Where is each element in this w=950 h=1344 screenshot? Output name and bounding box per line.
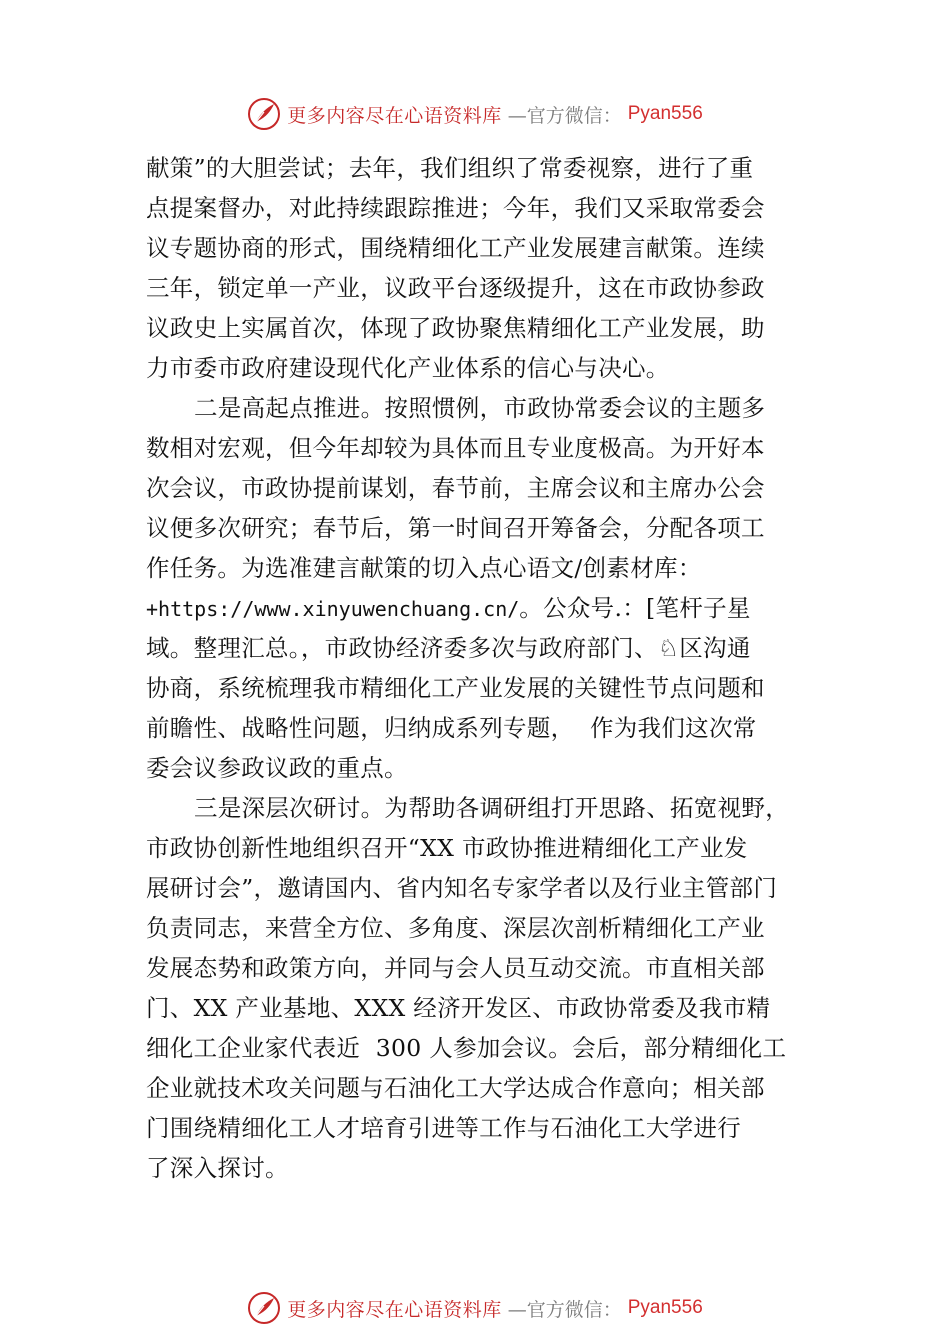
header-banner: [0, 94, 950, 134]
text-line: 市政协创新性地组织召开“XX 市政协推进精细化工产业发: [146, 834, 748, 862]
banner-wechat-id: Pyan556: [627, 1297, 703, 1318]
text-line: 前瞻性、战略性问题，归纳成系列专题， 作为我们这次常: [146, 714, 757, 742]
text-line: 力市委市政府建设现代化产业体系的信心与决心。: [146, 354, 670, 382]
text-line: 次会议，市政协提前谋划，春节前，主席会议和主席办公会: [146, 474, 765, 502]
text-line: 发展态势和政策方向，并同与会人员互动交流。市直相关部: [146, 954, 765, 982]
footer-banner: [0, 1288, 950, 1328]
text-line: 负责同志，来营全方位、多角度、深层次剖析精细化工产业: [146, 914, 765, 942]
url-trailing-text: 。公众号.：[笔杆子星: [519, 594, 751, 622]
text-line: 数相对宏观，但今年却较为具体而且专业度极高。为开好本: [146, 434, 765, 462]
text-line: 议专题协商的形式，围绕精细化工产业发展建言献策。连续: [146, 234, 765, 262]
text-line: 细化工企业家代表近 300 人参加会议。会后，部分精细化工: [146, 1034, 787, 1062]
url-line: [146, 588, 816, 628]
text-line: 域。整理汇总。，市政协经济委多次与政府部门、♘区沟通: [146, 634, 751, 662]
banner-title: 更多内容尽在心语资料库: [287, 1298, 502, 1321]
text-line: 协商，系统梳理我市精细化工产业发展的关键性节点问题和: [146, 674, 765, 702]
quill-logo-icon: [247, 97, 281, 131]
quill-logo-icon: [247, 1291, 281, 1325]
text-line: 企业就技术攻关问题与石油化工大学达成合作意向；相关部: [146, 1074, 765, 1102]
text-line: 门围绕精细化工人才培育引进等工作与石油化工大学进行: [146, 1114, 741, 1142]
text-line: 门、XX 产业基地、XXX 经济开发区、市政协常委及我市精: [146, 994, 771, 1022]
paragraph-start-line: 三是深层次研讨。为帮助各调研组打开思路、拓宽视野，: [194, 794, 789, 822]
banner-title: 更多内容尽在心语资料库: [287, 104, 502, 127]
text-line: 议便多次研究；春节后，第一时间召开筹备会，分配各项工: [146, 514, 765, 542]
paragraph-start-line: 二是高起点推进。按照惯例，市政协常委会议的主题多: [194, 394, 766, 422]
url-text: +https://www.xinyuwenchuang.cn/: [146, 597, 520, 621]
banner-separator: —官方微信：: [507, 104, 622, 127]
text-line: 作任务。为选准建言献策的切入点心语文/创素材库：: [146, 554, 702, 582]
text-line: 点提案督办，对此持续跟踪推进；今年，我们又采取常委会: [146, 194, 765, 222]
text-line: 献策”的大胆尝试；去年，我们组织了常委视察，进行了重: [146, 154, 754, 182]
banner-wechat-id: Pyan556: [627, 103, 703, 124]
text-line: 议政史上实属首次，体现了政协聚焦精细化工产业发展，助: [146, 314, 765, 342]
text-line: 三年，锁定单一产业，议政平台逐级提升，这在市政协参政: [146, 274, 765, 302]
text-line: 委会议参政议政的重点。: [146, 754, 408, 782]
text-line: 了深入探讨。: [146, 1154, 289, 1182]
banner-separator: —官方微信：: [507, 1298, 622, 1321]
text-line: 展研讨会”，邀请国内、省内知名专家学者以及行业主管部门: [146, 874, 778, 902]
document-body: [146, 148, 816, 1188]
